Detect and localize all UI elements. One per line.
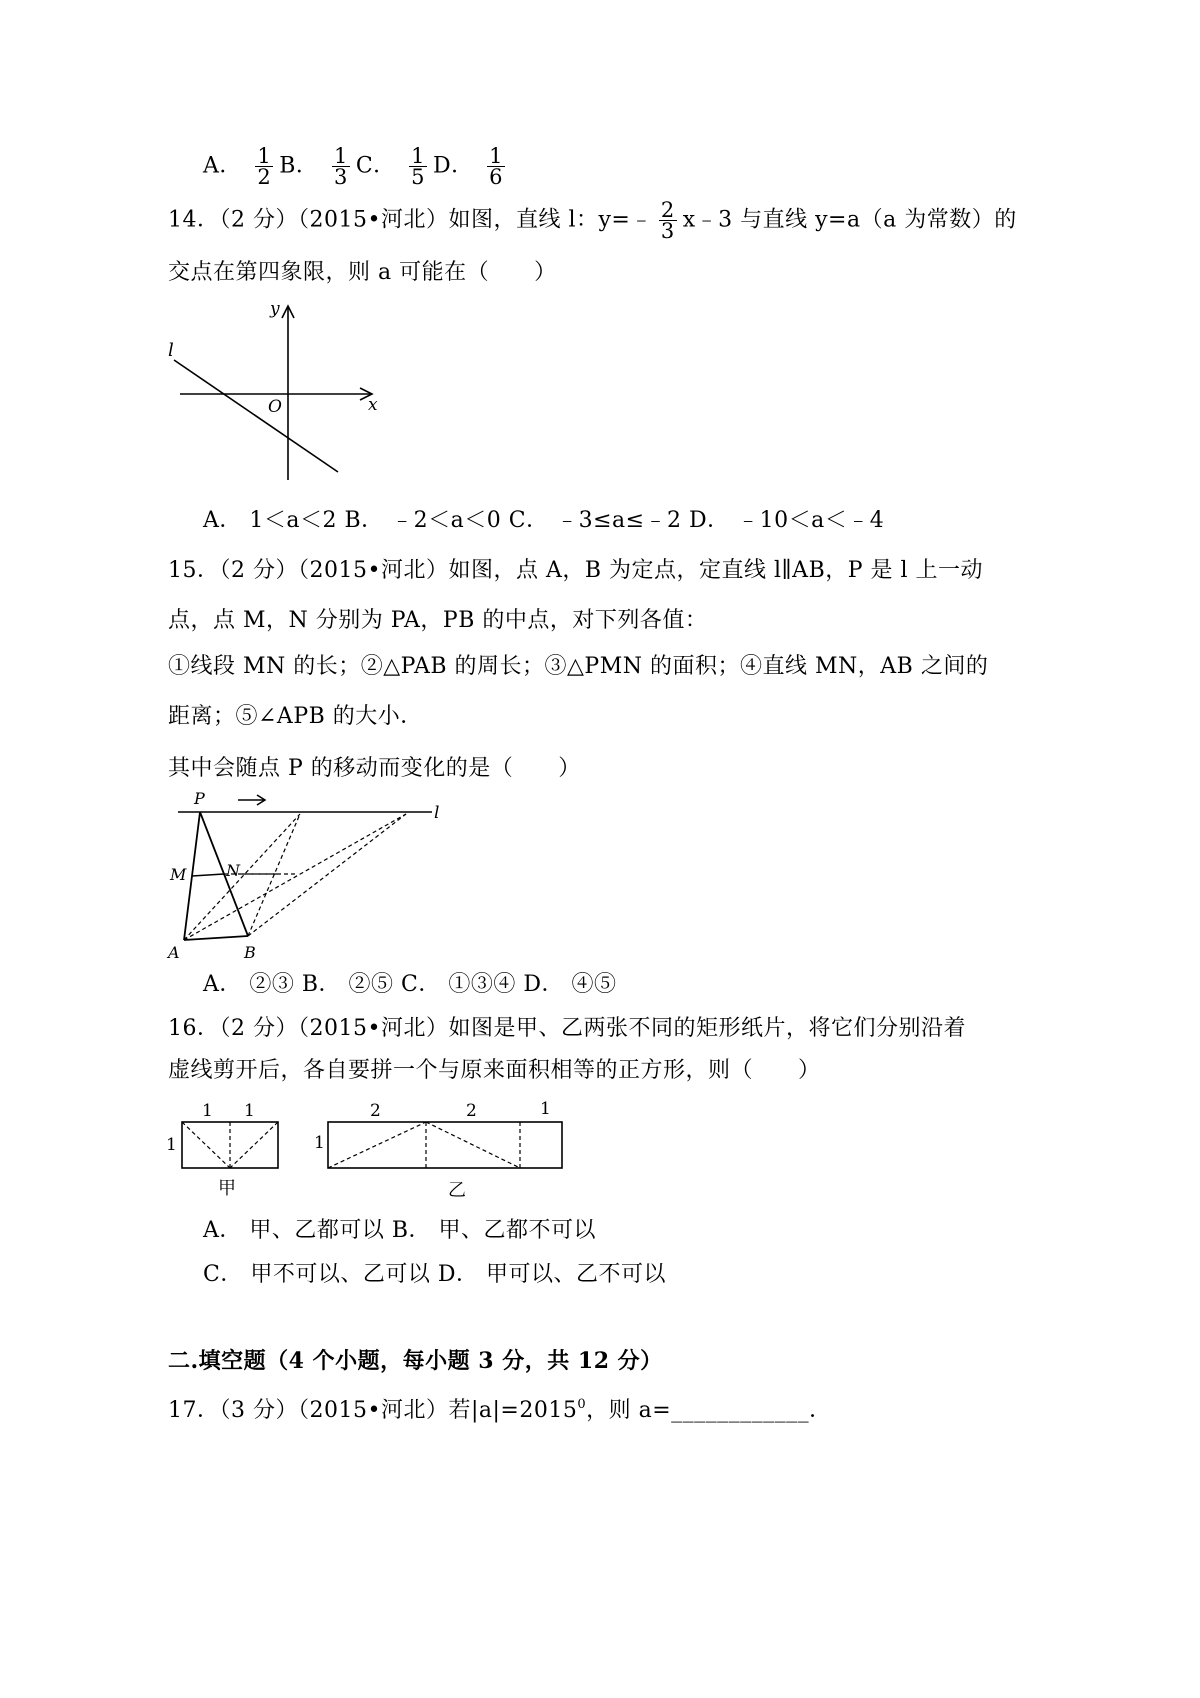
segment-mn: [192, 874, 224, 876]
yi-top-label-2: 2: [466, 1101, 477, 1121]
yi-cut-lines: [328, 1122, 520, 1168]
jia-caption: 甲: [218, 1178, 236, 1199]
dashed-moved-triangles: [184, 814, 406, 940]
origin-label: O: [268, 397, 282, 417]
q16-stem-line2: 虚线剪开后，各自要拼一个与原来面积相等的正方形，则（ ）: [168, 1058, 821, 1083]
segment-ab: [184, 936, 248, 940]
q17-stem-pre: 17．（3 分）（2015•河北）若|a|=2015: [168, 1398, 578, 1423]
q16-figure: [160, 1094, 580, 1208]
q14-stem-pre: 14．（2 分）（2015•河北）如图，直线 l：y=﹣: [168, 207, 653, 233]
q13-option-c-label: C．: [355, 153, 396, 179]
q13-option-d-fraction: $\frac{1}{6}$: [489, 144, 504, 189]
rect-yi: [328, 1122, 562, 1168]
jia-cut-lines: [182, 1122, 278, 1168]
q17-stem-post: ，则 a=: [586, 1398, 672, 1423]
q13-option-b-fraction: $\frac{1}{3}$: [333, 144, 348, 189]
q14-stem-post: x﹣3 与直线 y=a（a 为常数）的: [682, 207, 1017, 233]
y-axis-label: y: [270, 300, 280, 319]
point-p-label: P: [194, 789, 205, 808]
q13-option-a-label: A．: [203, 153, 242, 179]
q16-options-ab: A． 甲、乙都可以 B． 甲、乙都不可以: [203, 1218, 597, 1243]
q15-stem-line2: 点，点 M，N 分别为 PA，PB 的中点，对下列各值：: [168, 608, 708, 633]
q16-stem-line1: 16．（2 分）（2015•河北）如图是甲、乙两张不同的矩形纸片，将它们分别沿着: [168, 1016, 966, 1041]
jia-top-label-1: 1: [202, 1101, 213, 1121]
point-m-label: M: [170, 865, 187, 884]
q13-options: [203, 146, 511, 187]
q13-option-d-label: D．: [433, 153, 474, 179]
section-2-title: 二.填空题（4 个小题，每小题 3 分，共 12 分）: [168, 1348, 663, 1374]
q13-option-b-label: B．: [279, 153, 319, 179]
point-b-label: B: [244, 943, 256, 962]
q14-fraction: $\frac{2}{3}$: [660, 198, 675, 243]
q15-stem-line3: ①线段 MN 的长；②△PAB 的周长；③△PMN 的面积；④直线 MN，AB 之间的: [168, 654, 989, 679]
line-l-label: l: [168, 340, 174, 361]
x-axis-label: x: [368, 395, 378, 415]
yi-top-label-3: 1: [540, 1099, 551, 1119]
q13-option-c-fraction: $\frac{1}{5}$: [411, 144, 426, 189]
line-l: [174, 360, 338, 472]
point-a-label: A: [168, 943, 180, 962]
q17-exponent: 0: [577, 1397, 587, 1412]
q15-figure: [160, 788, 460, 972]
q14-stem-line1: [168, 200, 1017, 241]
jia-top-label-2: 1: [244, 1101, 255, 1121]
yi-top-label-1: 2: [370, 1101, 381, 1121]
jia-side-label: 1: [166, 1135, 177, 1155]
q17-stem: [168, 1390, 832, 1426]
q17-end-mark: ．: [809, 1398, 832, 1423]
yi-caption: 乙: [448, 1180, 466, 1201]
q14-figure: [160, 300, 390, 494]
q13-option-a-fraction: $\frac{1}{2}$: [257, 144, 272, 189]
q16-options-cd: C． 甲不可以、乙可以 D． 甲可以、乙不可以: [203, 1262, 666, 1287]
point-n-label: N: [226, 861, 240, 880]
q14-stem-line2: 交点在第四象限，则 a 可能在（ ）: [168, 260, 557, 285]
q15-stem-line4: 距离；⑤∠APB 的大小．: [168, 704, 423, 729]
q15-stem-line1: 15．（2 分）（2015•河北）如图，点 A，B 为定点，定直线 l∥AB，P 是 l 上一动: [168, 558, 984, 583]
q15-options: A． ②③ B． ②⑤ C． ①③④ D． ④⑤: [203, 972, 617, 997]
q17-answer-blank[interactable]: ____________: [671, 1398, 810, 1423]
q15-stem-line5: 其中会随点 P 的移动而变化的是（ ）: [168, 756, 581, 781]
q14-options: A． 1＜a＜2 B． ﹣2＜a＜0 C． ﹣3≤a≤﹣2 D． ﹣10＜a＜﹣4: [203, 508, 885, 533]
line-l-label: l: [434, 803, 440, 823]
yi-side-label: 1: [314, 1133, 325, 1153]
